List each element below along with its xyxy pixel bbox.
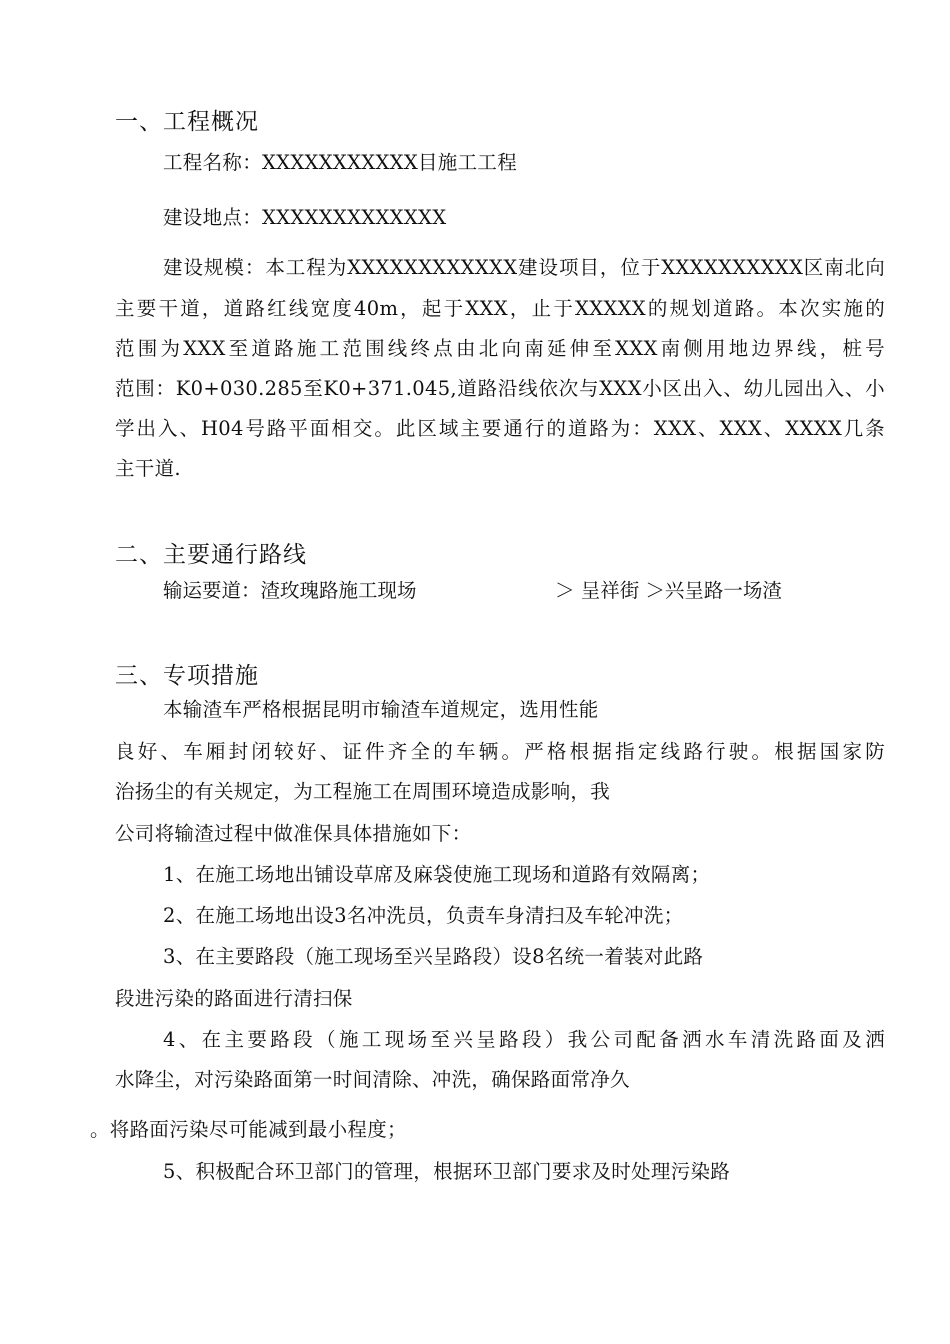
scale-line-5: 学出入、H04号路平面相交。此区域主要通行的道路为：XXX、XXX、XXXX几条 (115, 417, 885, 440)
measure-item-3-line-1: 3、在主要路段（施工现场至兴呈路段）设8名统一着装对此路 (163, 945, 704, 968)
measure-p1-line-3: 治扬尘的有关规定，为工程施工在周围环境造成影响，我 (115, 780, 611, 803)
measure-p1-line-2: 良好、车厢封闭较好、证件齐全的车辆。严格根据指定线路行驶。根据国家防 (115, 740, 885, 763)
section-3-title: 三、专项措施 (115, 663, 259, 689)
measure-item-3-line-2: 段进污染的路面进行清扫保 (115, 987, 353, 1010)
measure-item-1: 1、在施工场地出铺设草席及麻袋使施工现场和道路有效隔离； (163, 863, 711, 886)
scale-line-1: 建设规模：本工程为XXXXXXXXXXXX建设项目，位于XXXXXXXXXX区南北向 (163, 256, 885, 279)
scale-line-6: 主干道. (115, 457, 181, 480)
route-part-b: ＞ 呈祥街 ＞兴呈路一场渣 (555, 579, 782, 602)
project-name: 工程名称：XXXXXXXXXXX目施工工程 (163, 151, 518, 174)
measure-item-5: 5、积极配合环卫部门的管理，根据环卫部门要求及时处理污染路 (163, 1160, 731, 1183)
scale-line-4: 范围：K0+030.285至K0+371.045,道路沿线依次与XXX小区出入、幼儿园出入、小 (115, 377, 885, 400)
project-location: 建设地点：XXXXXXXXXXXXX (163, 206, 447, 229)
scale-line-2: 主要干道，道路红线宽度40m，起于XXX，止于XXXXX的规划道路。本次实施的 (115, 297, 885, 320)
section-1-title: 一、工程概况 (115, 109, 259, 135)
measure-item-4-line-1: 4、在主要路段（施工现场至兴呈路段）我公司配备洒水车清洗路面及洒 (163, 1028, 885, 1051)
measure-p1-line-1: 本输渣车严格根据昆明市输渣车道规定，选用性能 (163, 698, 599, 721)
measure-item-4-line-2: 水降尘，对污染路面第一时间清除、冲洗，确保路面常净久 (115, 1068, 630, 1091)
measure-item-4-line-3: 。将路面污染尽可能减到最小程度； (90, 1118, 407, 1141)
measure-p1-line-4: 公司将输渣过程中做准保具体措施如下： (115, 822, 472, 845)
section-2-title: 二、主要通行路线 (115, 542, 307, 568)
scale-line-3: 范围为XXX至道路施工范围线终点由北向南延伸至XXX南侧用地边界线，桩号 (115, 337, 885, 360)
measure-item-2: 2、在施工场地出设3名冲洗员，负责车身清扫及车轮冲洗； (163, 904, 684, 927)
route-part-a: 输运要道：渣玫瑰路施工现场 (163, 579, 417, 602)
